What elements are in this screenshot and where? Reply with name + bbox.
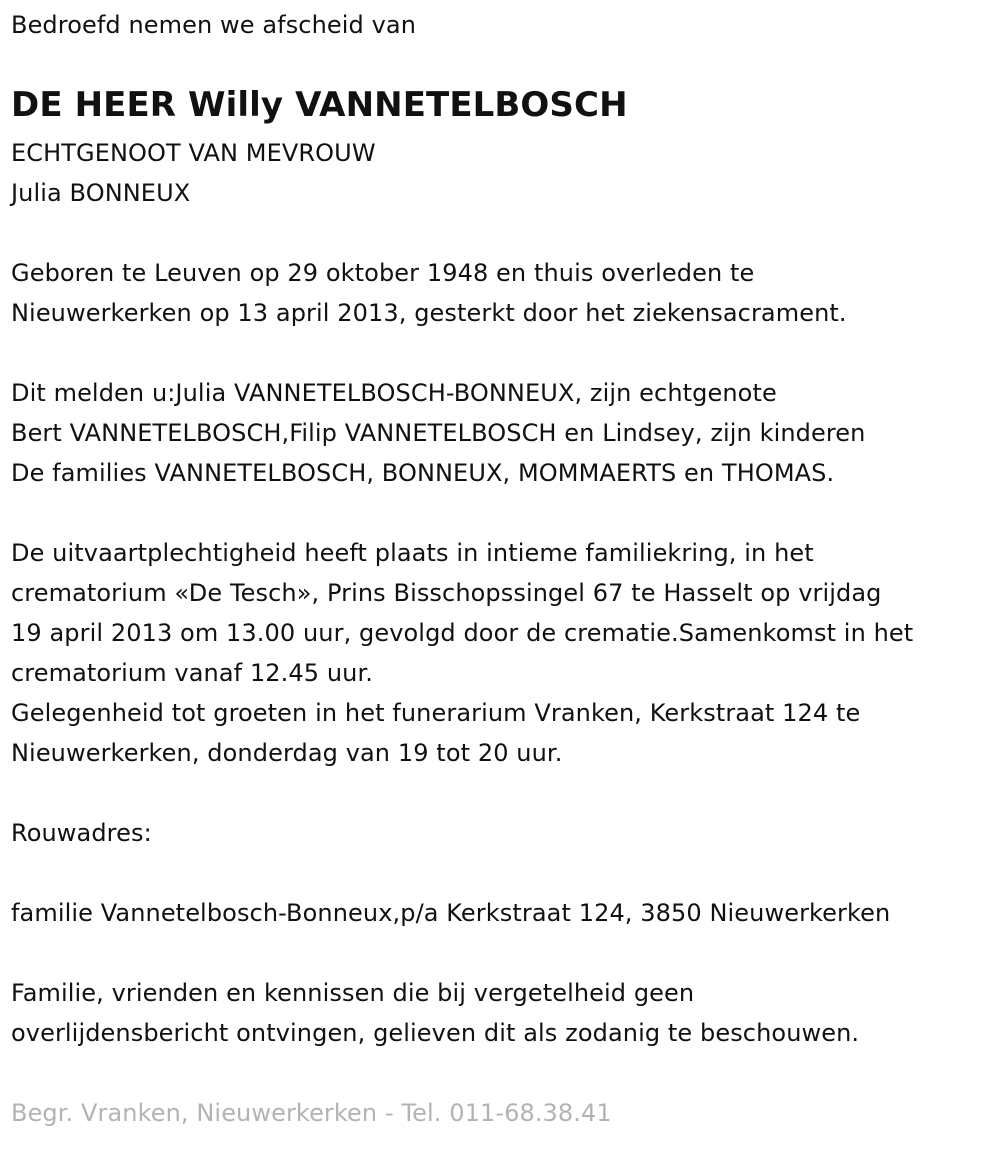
intro-text: Bedroefd nemen we afscheid van [11,11,417,39]
ceremony-line-6: Nieuwerkerken, donderdag van 19 tot 20 uur. [11,739,563,767]
ceremony-line-4: crematorium vanaf 12.45 uur. [11,659,373,687]
ceremony-line-3: 19 april 2013 om 13.00 uur, gevolgd door de crematie.Samenkomst in het [11,619,914,647]
notice-line-1: Familie, vrienden en kennissen die bij vergetelheid geen [11,979,695,1007]
ceremony-line-2: crematorium «De Tesch», Prins Bisschopssingel 67 te Hasselt op vrijdag [11,579,882,607]
notice-line-2: overlijdensbericht ontvingen, gelieven dit als zodanig te beschouwen. [11,1019,860,1047]
birth-line-1: Geboren te Leuven op 29 oktober 1948 en thuis overleden te [11,259,755,287]
birth-line-2: Nieuwerkerken op 13 april 2013, gesterkt door het ziekensacrament. [11,299,847,327]
address-text: familie Vannetelbosch-Bonneux,p/a Kerkstraat 124, 3850 Nieuwerkerken [11,899,891,927]
announcers-line-1: Dit melden u:Julia VANNETELBOSCH-BONNEUX, zijn echtgenote [11,379,777,407]
deceased-name: DE HEER Willy VANNETELBOSCH [11,85,628,125]
ceremony-line-5: Gelegenheid tot groeten in het funerarium Vranken, Kerkstraat 124 te [11,699,861,727]
announcers-line-2: Bert VANNETELBOSCH,Filip VANNETELBOSCH en Lindsey, zijn kinderen [11,419,866,447]
funeral-home-footer: Begr. Vranken, Nieuwerkerken - Tel. 011-68.38.41 [11,1099,612,1127]
ceremony-line-1: De uitvaartplechtigheid heeft plaats in intieme familiekring, in het [11,539,814,567]
spouse-name: Julia BONNEUX [11,179,191,207]
announcers-line-3: De families VANNETELBOSCH, BONNEUX, MOMMAERTS en THOMAS. [11,459,835,487]
address-label: Rouwadres: [11,819,152,847]
spouse-label: ECHTGENOOT VAN MEVROUW [11,139,376,167]
